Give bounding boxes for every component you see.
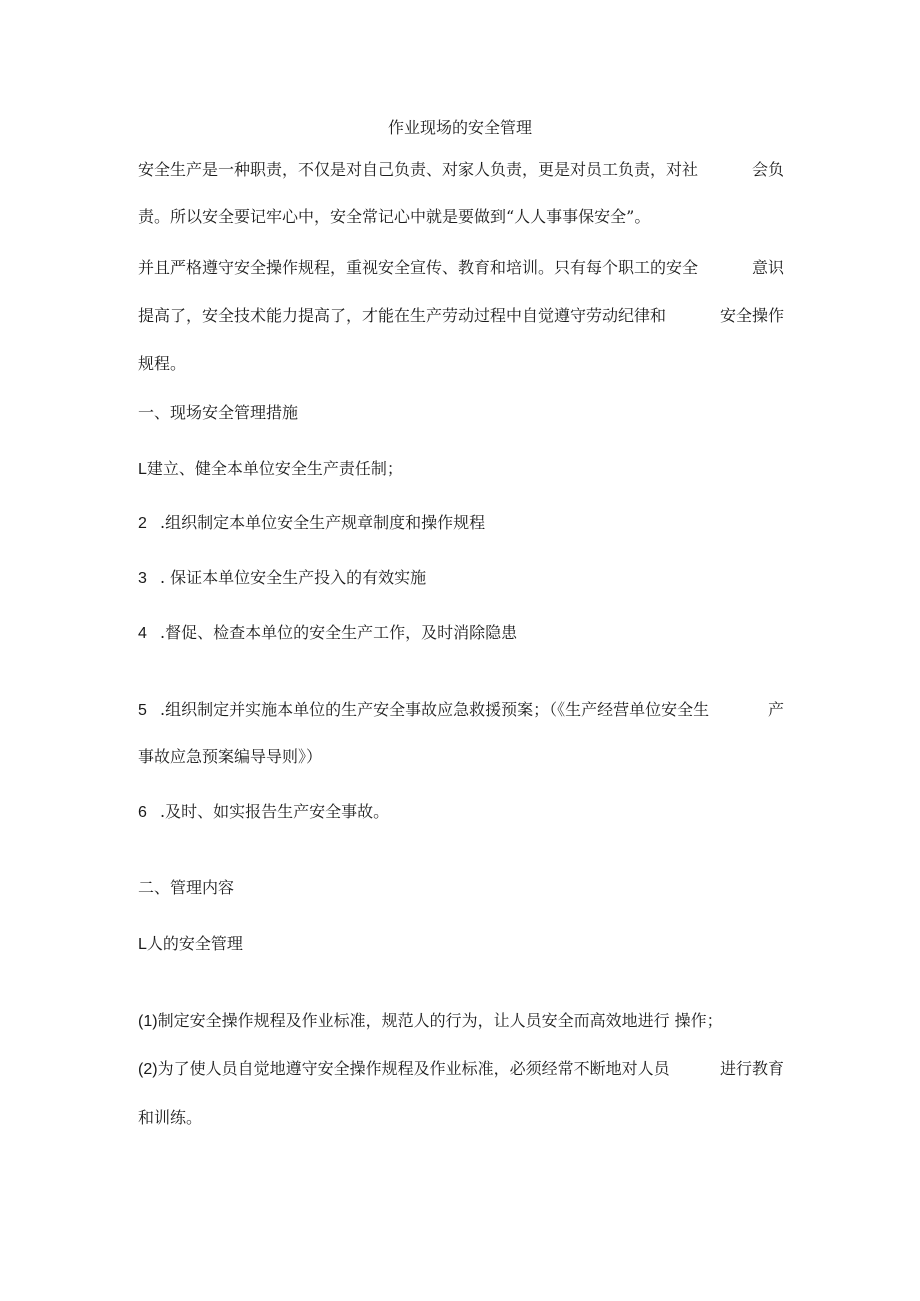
item-number: 6 <box>138 804 147 821</box>
point-text: 为了使人员自觉地遵守安全操作规程及作业标准，必须经常不断地对人员 <box>157 1059 670 1078</box>
point-text: 制定安全操作规程及作业标准，规范人的行为，让人员安全而高效地进行 <box>157 1011 670 1030</box>
item-number: L <box>138 936 147 953</box>
text-segment: 安全操作 <box>719 306 784 325</box>
section-1-item-6 <box>138 802 389 823</box>
point-text-end: 进行教育 <box>719 1059 784 1078</box>
item-text: 建立、健全本单位安全生产责任制； <box>146 459 403 478</box>
section-1-item-5-line-1 <box>138 700 784 721</box>
point-text-end: 操作； <box>674 1011 723 1030</box>
section-1-item-4 <box>138 623 517 644</box>
text-segment: 并且严格遵守安全操作规程，重视安全宣传、教育和培训。只有每个职工的安全 <box>138 258 699 277</box>
item-text: 人的安全管理 <box>146 934 243 953</box>
item-number: 2 <box>138 515 147 532</box>
point-2-main <box>138 1059 670 1080</box>
item-text-end: 产 <box>767 700 784 719</box>
item-number: 5 <box>138 702 147 719</box>
text-segment: 安全生产是一种职责，不仅是对自己负责、对家人负责，更是对员工负责，对社 <box>138 160 699 179</box>
item-text: .及时、如实报告生产安全事故。 <box>160 802 390 821</box>
document-title: 作业现场的安全管理 <box>387 118 532 137</box>
item-number: L <box>138 461 147 478</box>
text-segment: 意识 <box>751 258 784 277</box>
item-5-main <box>138 700 709 721</box>
item-number: 4 <box>138 625 147 642</box>
text-segment: 提高了，安全技术能力提高了，才能在生产劳动过程中自觉遵守劳动纪律和 <box>138 306 667 325</box>
point-number: (1) <box>138 1013 158 1030</box>
item-text: .组织制定本单位安全生产规章制度和操作规程 <box>160 513 486 532</box>
section-2-subheading <box>138 934 243 955</box>
text-segment: 会负 <box>751 160 784 179</box>
item-text: .组织制定并实施本单位的生产安全事故应急救援预案；（《生产经营单位安全生 <box>160 700 710 719</box>
section-2-point-2-line-2: 和训练。 <box>138 1108 203 1127</box>
intro-paragraph-2-line-2 <box>138 306 784 326</box>
section-2-point-2-line-1 <box>138 1059 784 1080</box>
intro-paragraph-2-line-3: 规程。 <box>138 354 187 373</box>
section-2-point-1 <box>138 1011 723 1032</box>
intro-paragraph-1-line-2: 责。所以安全要记牢心中，安全常记心中就是要做到“人人事事保安全”。 <box>138 207 651 226</box>
section-1-item-5-line-2: 事故应急预案编导导则》） <box>138 747 323 766</box>
section-1-item-2 <box>138 513 485 534</box>
item-number: 3 <box>138 570 147 587</box>
item-text: .督促、检查本单位的安全生产工作，及时消除隐患 <box>160 623 518 642</box>
section-1-heading: 一、现场安全管理措施 <box>138 403 299 422</box>
item-text: . 保证本单位安全生产投入的有效实施 <box>160 568 427 587</box>
point-number: (2) <box>138 1061 158 1078</box>
section-1-item-3 <box>138 568 426 589</box>
intro-paragraph-1-line-1 <box>138 160 784 180</box>
section-2-heading: 二、管理内容 <box>138 878 235 897</box>
intro-paragraph-2-line-1 <box>138 258 784 278</box>
section-1-item-1 <box>138 459 403 480</box>
